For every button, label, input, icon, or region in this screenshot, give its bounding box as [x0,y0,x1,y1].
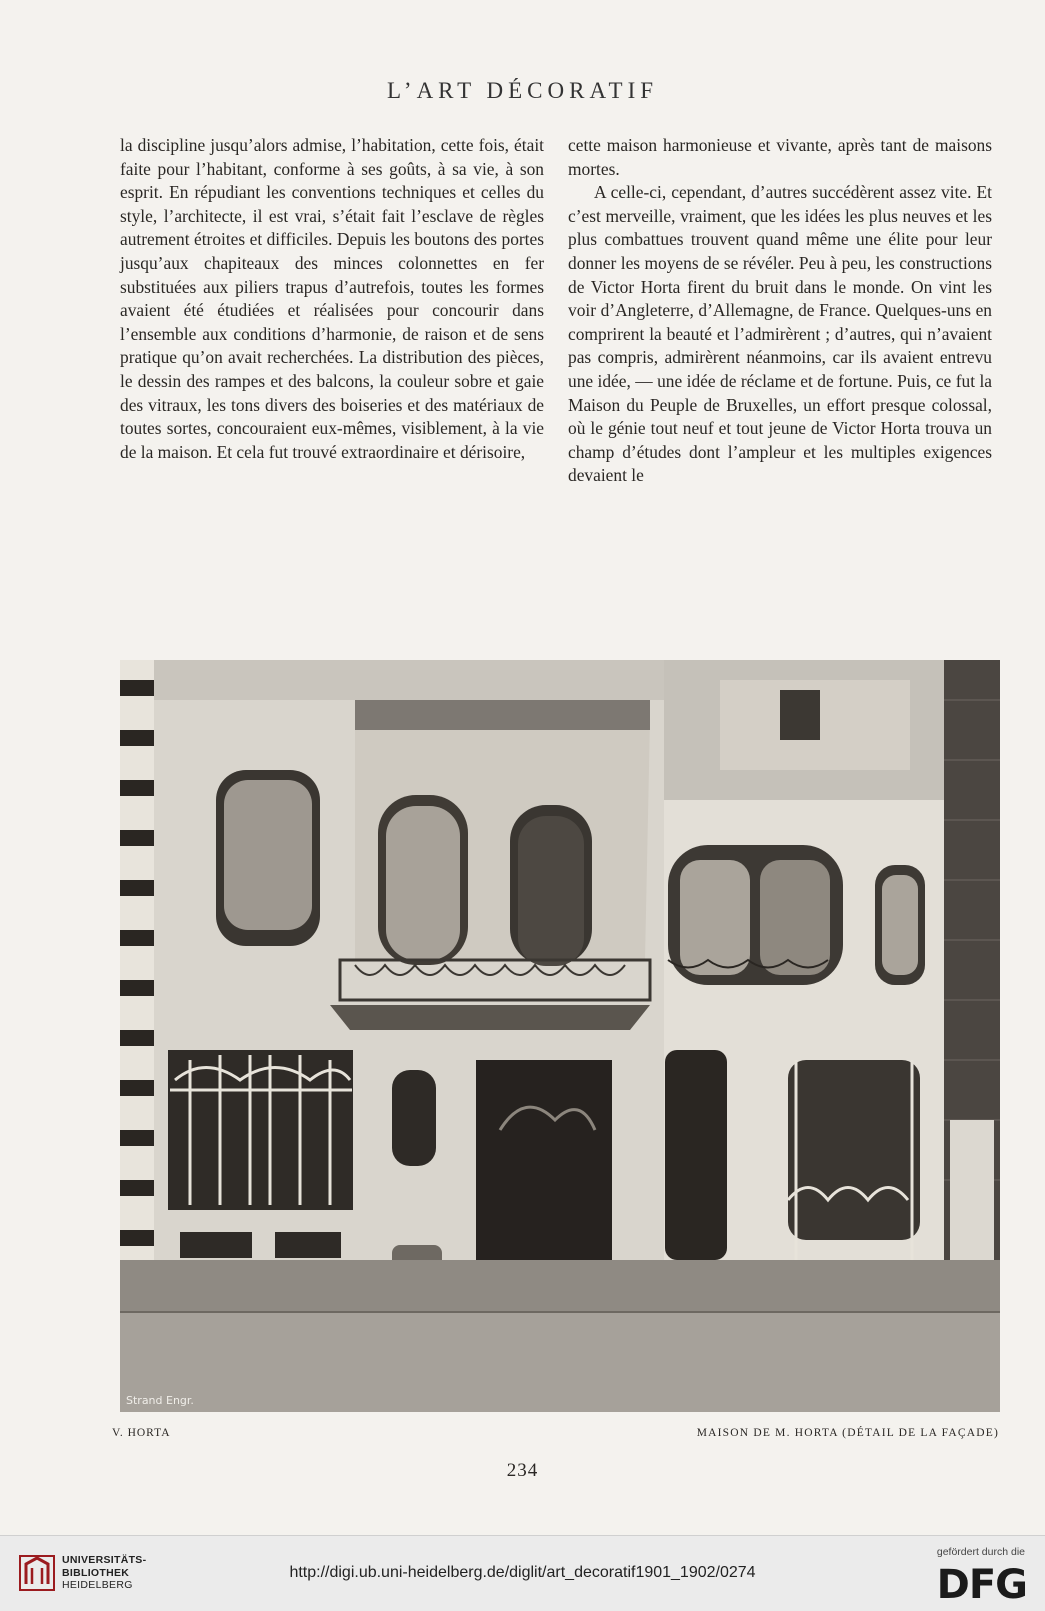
right-text-column [568,134,992,488]
paragraph: A celle-ci, cependant, d’autres succédèrent assez vite. Et c’est merveille, vraiment, que les idées les plus neuves et les plus combattues trouvent quand même une élite pour leur donner les moyens de se révéler. Peu à peu, les constructions de Victor Horta firent du bruit dans le monde. On vint les voir d’Angleterre, d’Allemagne, de France. Quelques-uns en comprirent la beauté et l’admirèrent ; d’autres, qui n’avaient pas compris, admirèrent néanmoins, car ils avaient entrevu une idée, — une idée de réclame et de fortune. Puis, ce fut la Maison du Peuple de Bruxelles, un effort presque colossal, où le génie tout neuf et tout jeune de Victor Horta trouva un champ d’études dont l’ampleur et les multiples exigences devaient le [568,182,992,486]
digitization-footer [0,1535,1045,1611]
facade-photograph [120,660,1000,1412]
running-title: L’ART DÉCORATIF [386,78,659,103]
paragraph: cette maison harmonieuse et vivante, après tant de maisons mortes. [568,135,992,179]
left-text-column [120,134,544,464]
plate-caption-title: MAISON DE M. HORTA (DÉTAIL DE LA FAÇADE) [696,1427,999,1439]
left-striped-pier [120,660,154,1320]
permalink-url[interactable]: http://digi.ub.uni-heidelberg.de/diglit/art_decoratif1901_1902/0274 [289,1564,756,1581]
dfg-logo-icon: DFG [936,1562,1027,1608]
page-number: 234 [506,1460,539,1481]
paragraph: la discipline jusqu’alors admise, l’habitation, cette fois, était faite pour l’habitant, conforme à ses goûts, à sa vie, à son esprit. En répudiant les conventions techniques et celles du style, l’architecte, il est vrai, s’était fait l’esclave de règles autrement étroites et difficiles. Depuis les boutons des portes jusqu’aux chapiteaux des minces colonnettes en fer substituées aux piliers trapus d’autrefois, toutes les formes avaient été étudiées et réalisées pour concourir dans l’ensemble aux conditions d’harmonie, de raison et de sens pratique qu’on avait recherchées. La distribution des pièces, le dessin des rampes et des balcons, la couleur sobre et gaie des vitraux, les tons divers des boiseries et des matériaux de toutes sortes, concouraient eux-mêmes, visiblement, à la vie de la maison. Et cela fut trouvé extraordinaire et dérisoire, [120,135,544,462]
funded-by-label: gefördert durch die [936,1546,1025,1558]
plate-caption-artist: V. HORTA [112,1427,171,1439]
engraver-mark: Strand Engr. [126,1394,194,1407]
library-name: UNIVERSITÄTS- BIBLIOTHEK HEIDELBERG [62,1554,147,1591]
